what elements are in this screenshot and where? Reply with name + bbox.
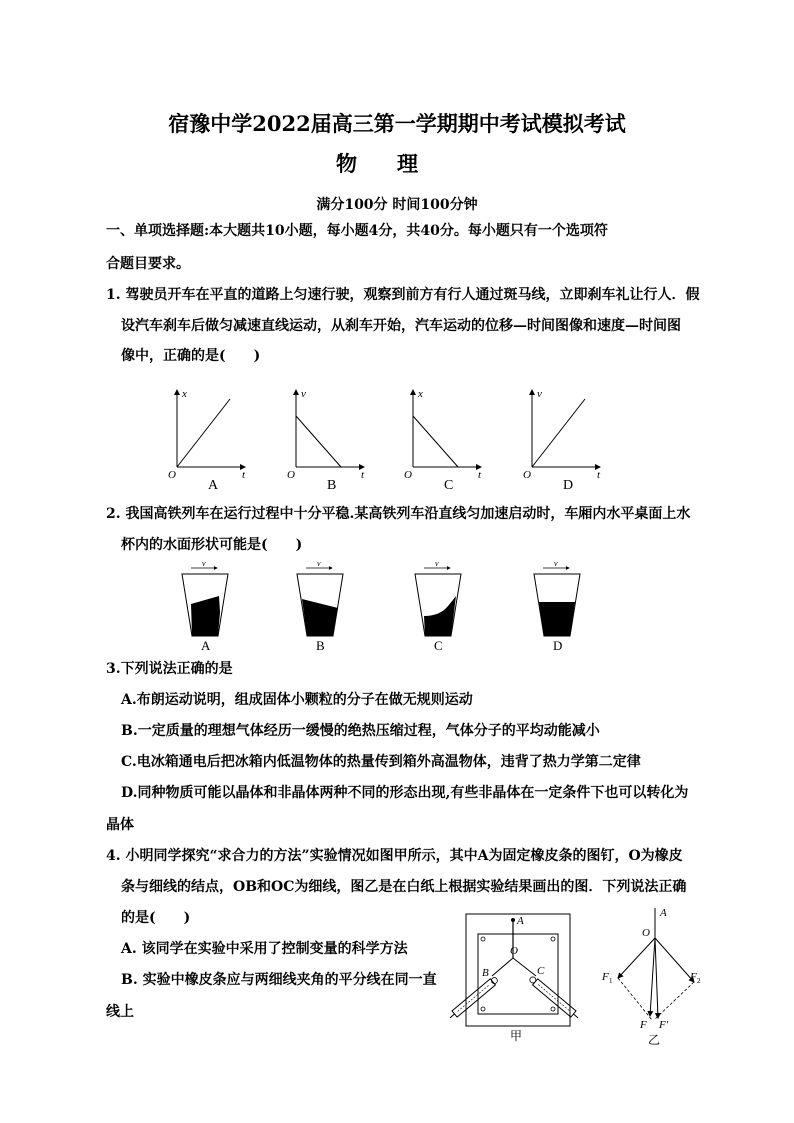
q3-option-a: A.布朗运动说明，组成固体小颗粒的分子在做无规则运动	[121, 692, 473, 708]
jia-label-b: B	[482, 967, 489, 979]
graph-a-origin: O	[168, 469, 176, 481]
q2-line2: 杯内的水面形状可能是( )	[121, 537, 303, 553]
yi-label-f1-sub: 1	[609, 977, 613, 985]
q4-option-b-line2: 线上	[106, 1004, 134, 1020]
graph-b-yaxis: v	[301, 388, 306, 400]
jia-label-o: O	[510, 945, 518, 957]
cup-d-arrow: v	[554, 560, 558, 568]
q3-option-d-line2: 晶体	[106, 817, 134, 833]
q3-option-b: B.一定质量的理想气体经历一缓慢的绝热压缩过程，气体分子的平均动能减小	[121, 723, 600, 739]
graph-a	[168, 388, 246, 493]
graph-d-label: D	[563, 478, 574, 493]
q1-graphs	[160, 385, 630, 495]
graph-a-yaxis: x	[182, 388, 187, 400]
yi-label-f: F	[640, 1019, 647, 1031]
section1-line1: 一、单项选择题:本大题共10小题，每小题4分，共40分。每小题只有一个选项符	[106, 223, 608, 239]
graph-c-yaxis: x	[418, 388, 423, 400]
yi-label-f2-sub: 2	[697, 977, 701, 985]
yi-label-f2: F	[690, 971, 697, 983]
cup-b-arrow: v	[317, 560, 321, 568]
yi-label-f1: F	[602, 971, 609, 983]
q4-line1: 4. 小明同学探究“求合力的方法”实验情况如图甲所示，其中A为固定橡皮条的图钉，O为橡皮	[106, 848, 683, 864]
jia-label-a: A	[517, 915, 524, 927]
exam-info: 满分100分 时间100分钟	[316, 197, 478, 213]
graph-b-label: B	[327, 478, 337, 493]
yi-label-a: A	[660, 907, 667, 919]
q3-option-c: C.电冰箱通电后把冰箱内低温物体的热量传到箱外高温物体，违背了热力学第二定律	[121, 754, 641, 770]
graph-d-yaxis: v	[537, 388, 542, 400]
q3-option-d-line1: D.同种物质可能以晶体和非晶体两种不同的形态出现,有些非晶体在一定条件下也可以转化为	[121, 785, 689, 801]
section1-line2: 合题目要求。	[106, 256, 190, 272]
graph-d	[523, 388, 601, 493]
yi-label-fprime: F′	[659, 1019, 669, 1031]
subject-title: 物理	[336, 151, 458, 176]
cup-a	[182, 560, 228, 653]
q1-line3: 像中，正确的是( )	[121, 348, 261, 364]
q4-line2: 条与细线的结点，OB和OC为细线，图乙是在白纸上根据实验结果画出的图．下列说法正确	[121, 879, 687, 895]
q2-cups	[175, 560, 595, 656]
cup-a-label: A	[201, 638, 211, 653]
jia-label-c: C	[537, 965, 545, 977]
graph-d-origin: O	[523, 469, 531, 481]
exam-title: 宿豫中学2022届高三第一学期期中考试模拟考试	[168, 111, 626, 136]
q3-stem: 3.下列说法正确的是	[106, 661, 233, 677]
graph-c	[404, 388, 482, 493]
q4-option-b-line1: B. 实验中橡皮条应与两细线夹角的平分线在同一直	[121, 972, 437, 988]
yi-caption: 乙	[648, 1033, 661, 1047]
graph-b-origin: O	[287, 469, 295, 481]
graph-b	[287, 388, 365, 493]
figure-yi	[596, 904, 716, 1048]
cup-c-arrow: v	[435, 560, 439, 568]
graph-c-xaxis: t	[478, 469, 482, 481]
cup-c-label: C	[434, 638, 443, 653]
q4-line3: 的是( )	[121, 910, 191, 926]
q2-line1: 2. 我国高铁列车在运行过程中十分平稳.某高铁列车沿直线匀加速启动时，车厢内水平桌面上水	[106, 506, 691, 522]
cup-b	[297, 560, 343, 653]
cup-d-label: D	[553, 638, 563, 653]
graph-a-label: A	[208, 478, 219, 493]
jia-caption: 甲	[510, 1029, 523, 1043]
q1-line2: 设汽车刹车后做匀减速直线运动，从刹车开始，汽车运动的位移—时间图像和速度—时间图	[121, 318, 681, 334]
graph-b-xaxis: t	[361, 469, 365, 481]
graph-c-label: C	[444, 478, 454, 493]
yi-label-o: O	[642, 927, 650, 939]
q1-line1: 1. 驾驶员开车在平直的道路上匀速行驶，观察到前方有行人通过斑马线，立即刹车礼让行人．假	[106, 287, 700, 303]
cup-d	[534, 560, 580, 653]
cup-c	[415, 560, 461, 653]
figure-jia	[440, 904, 590, 1044]
graph-c-origin: O	[404, 469, 412, 481]
graph-d-xaxis: t	[597, 469, 601, 481]
cup-a-arrow: v	[202, 560, 206, 568]
q4-option-a: A. 该同学在实验中采用了控制变量的科学方法	[121, 941, 408, 957]
graph-a-xaxis: t	[242, 469, 246, 481]
cup-b-label: B	[316, 638, 325, 653]
